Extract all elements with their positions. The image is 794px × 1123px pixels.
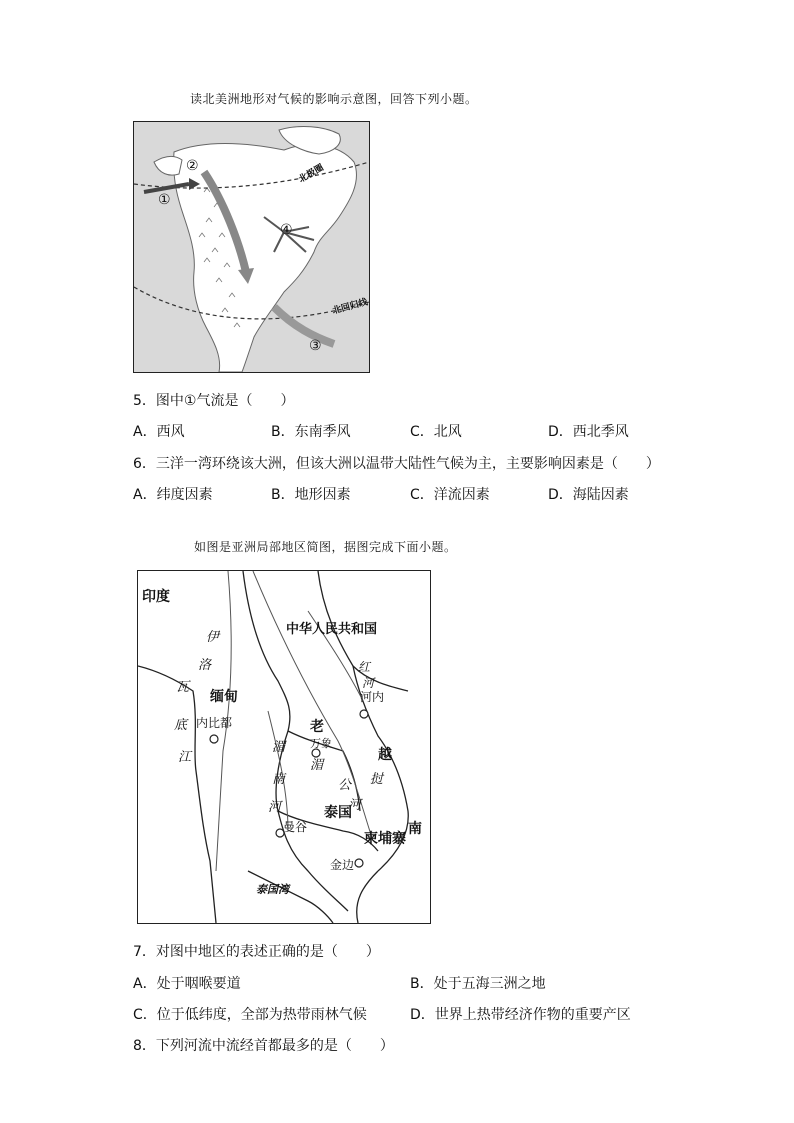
q5-stem: 5．图中①气流是（ ） [133,393,295,409]
section2-intro: 如图是亚洲局部地区简图，据图完成下面小题。 [194,540,457,554]
q7-option-a[interactable]: A．处于咽喉要道 [133,976,241,992]
tropic-label: 北回归线 [331,297,369,317]
gulf-of-thailand-label: 泰国湾 [256,883,289,896]
city-phnom-penh: 金边 [330,858,355,872]
city-naypyidaw: 内比都 [196,716,233,730]
river-label-8: 湄 [272,740,286,755]
river-label-14: 挝 [370,772,384,787]
q7-option-d[interactable]: D．世界上热带经济作物的重要产区 [410,1007,631,1023]
city-hanoi: 河内 [360,690,385,704]
country-laos-1: 老 [310,719,324,735]
q7-option-b[interactable]: B．处于五海三洲之地 [410,976,546,992]
river-label-5: 江 [178,750,192,765]
river-label-12: 公 [338,778,352,793]
country-vietnam-2: 南 [408,821,422,837]
river-label-1: 伊 [206,630,220,645]
river-label-2: 洛 [198,658,212,673]
river-label-6: 红 [358,660,371,674]
southeast-asia-map-svg [138,571,430,923]
country-india: 印度 [142,589,170,605]
country-vietnam-1: 越 [378,747,392,763]
q6-option-a[interactable]: A．纬度因素 [133,487,213,503]
country-china: 中华人民共和国 [286,622,378,637]
q6-option-b[interactable]: B．地形因素 [271,487,351,503]
country-thailand: 泰国 [324,805,352,821]
city-vientiane: 万象 [310,737,332,750]
q5-option-d[interactable]: D．西北季风 [548,424,629,440]
q8-stem: 8．下列河流中流经首都最多的是（ ） [133,1038,394,1054]
q6-stem: 6．三洋一湾环绕该大洲，但该大洲以温带大陆性气候为主，主要影响因素是（ ） [133,456,660,472]
river-label-4: 底 [174,718,188,733]
southeast-asia-map [137,570,431,924]
arctic-circle-label: 北极圈 [297,162,326,186]
river-label-10: 河 [268,800,282,815]
marker-1: ① [158,192,171,208]
q5-option-c[interactable]: C．北风 [410,424,462,440]
marker-3: ③ [309,338,322,354]
q5-option-a[interactable]: A．西风 [133,424,185,440]
north-america-map [133,121,370,373]
river-label-9: 南 [272,772,286,787]
q6-option-c[interactable]: C．洋流因素 [410,487,490,503]
marker-2: ② [186,158,199,174]
river-label-13: 河 [348,798,362,813]
river-label-7: 河 [362,676,375,690]
north-america-map-svg [134,122,369,372]
city-bangkok: 曼谷 [283,820,308,834]
section1-intro: 读北美洲地形对气候的影响示意图，回答下列小题。 [190,92,478,106]
q6-option-d[interactable]: D．海陆因素 [548,487,629,503]
q7-option-c[interactable]: C．位于低纬度，全部为热带雨林气候 [133,1007,367,1023]
q5-option-b[interactable]: B．东南季风 [271,424,351,440]
river-label-3: 瓦 [176,680,190,695]
country-cambodia: 柬埔寨 [364,831,406,847]
marker-4: ④ [280,222,293,238]
q7-stem: 7．对图中地区的表述正确的是（ ） [133,944,380,960]
country-myanmar: 缅甸 [210,689,238,705]
river-label-11: 湄 [310,758,324,773]
